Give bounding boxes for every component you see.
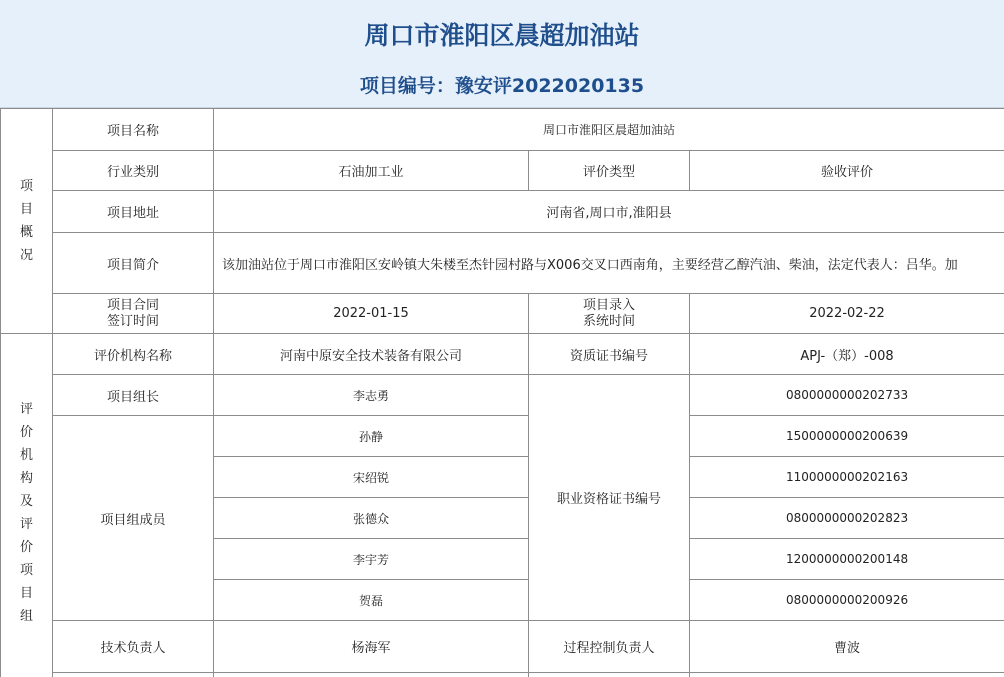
member-name: 孙静 xyxy=(214,416,529,457)
row-responsible xyxy=(1,621,1004,673)
value-cert: APJ-（郑）-008 xyxy=(690,334,1004,375)
value-leader-cert: 0800000000202733 xyxy=(690,375,1004,416)
label-industry: 行业类别 xyxy=(53,151,214,191)
member-cert: 1100000000202163 xyxy=(690,457,1004,498)
label-contract-time: 项目合同 签订时间 xyxy=(53,294,214,334)
member-cert: 1500000000200639 xyxy=(690,416,1004,457)
section-overview: 项目概况 xyxy=(1,109,53,334)
label-process: 过程控制负责人 xyxy=(529,621,690,673)
label-tech: 技术负责人 xyxy=(53,621,214,673)
value-tech: 杨海军 xyxy=(214,621,529,673)
member-cert: 0800000000200926 xyxy=(690,580,1004,621)
label-cert: 资质证书编号 xyxy=(529,334,690,375)
row-leader xyxy=(1,375,1004,416)
member-cert: 0800000000202823 xyxy=(690,498,1004,539)
row-continuation xyxy=(1,673,1004,677)
row-address xyxy=(1,191,1004,233)
project-number: 项目编号：豫安评2022020135 xyxy=(359,75,645,97)
info-table xyxy=(0,108,1004,677)
value-project-name: 周口市淮阳区晨超加油站 xyxy=(214,109,1004,151)
label-project-name: 项目名称 xyxy=(53,109,214,151)
value-intro: 该加油站位于周口市淮阳区安岭镇大朱楼至杰针园村路与X006交叉口西南角，主要经营乙醇汽油、柴油，法定代表人：吕华。加 xyxy=(214,233,1004,294)
label-address: 项目地址 xyxy=(53,191,214,233)
table-row xyxy=(1,416,1004,457)
member-name: 李宇芳 xyxy=(214,539,529,580)
value-contract-time: 2022-01-15 xyxy=(214,294,529,334)
value-leader-name: 李志勇 xyxy=(214,375,529,416)
label-entry-time: 项目录入 系统时间 xyxy=(529,294,690,334)
label-eval-type: 评价类型 xyxy=(529,151,690,191)
label-members: 项目组成员 xyxy=(53,416,214,621)
value-eval-type: 验收评价 xyxy=(690,151,1004,191)
value-industry: 石油加工业 xyxy=(214,151,529,191)
label-qualification: 职业资格证书编号 xyxy=(529,375,690,621)
row-intro xyxy=(1,233,1004,294)
label-leader: 项目组长 xyxy=(53,375,214,416)
row-times xyxy=(1,294,1004,334)
member-cert: 1200000000200148 xyxy=(690,539,1004,580)
member-name: 宋绍锐 xyxy=(214,457,529,498)
row-project-name xyxy=(1,109,1004,151)
row-org-name xyxy=(1,334,1004,375)
value-address: 河南省,周口市,淮阳县 xyxy=(214,191,1004,233)
page-title: 周口市淮阳区晨超加油站 xyxy=(364,21,640,50)
member-name: 张德众 xyxy=(214,498,529,539)
value-entry-time: 2022-02-22 xyxy=(690,294,1004,334)
label-org-name: 评价机构名称 xyxy=(53,334,214,375)
row-industry xyxy=(1,151,1004,191)
member-name: 贺磊 xyxy=(214,580,529,621)
label-intro: 项目简介 xyxy=(53,233,214,294)
section-org: 评价机构及评价项目组 xyxy=(1,334,53,677)
value-process: 曹波 xyxy=(690,621,1004,673)
value-org-name: 河南中原安全技术装备有限公司 xyxy=(214,334,529,375)
report-header xyxy=(0,0,1004,108)
